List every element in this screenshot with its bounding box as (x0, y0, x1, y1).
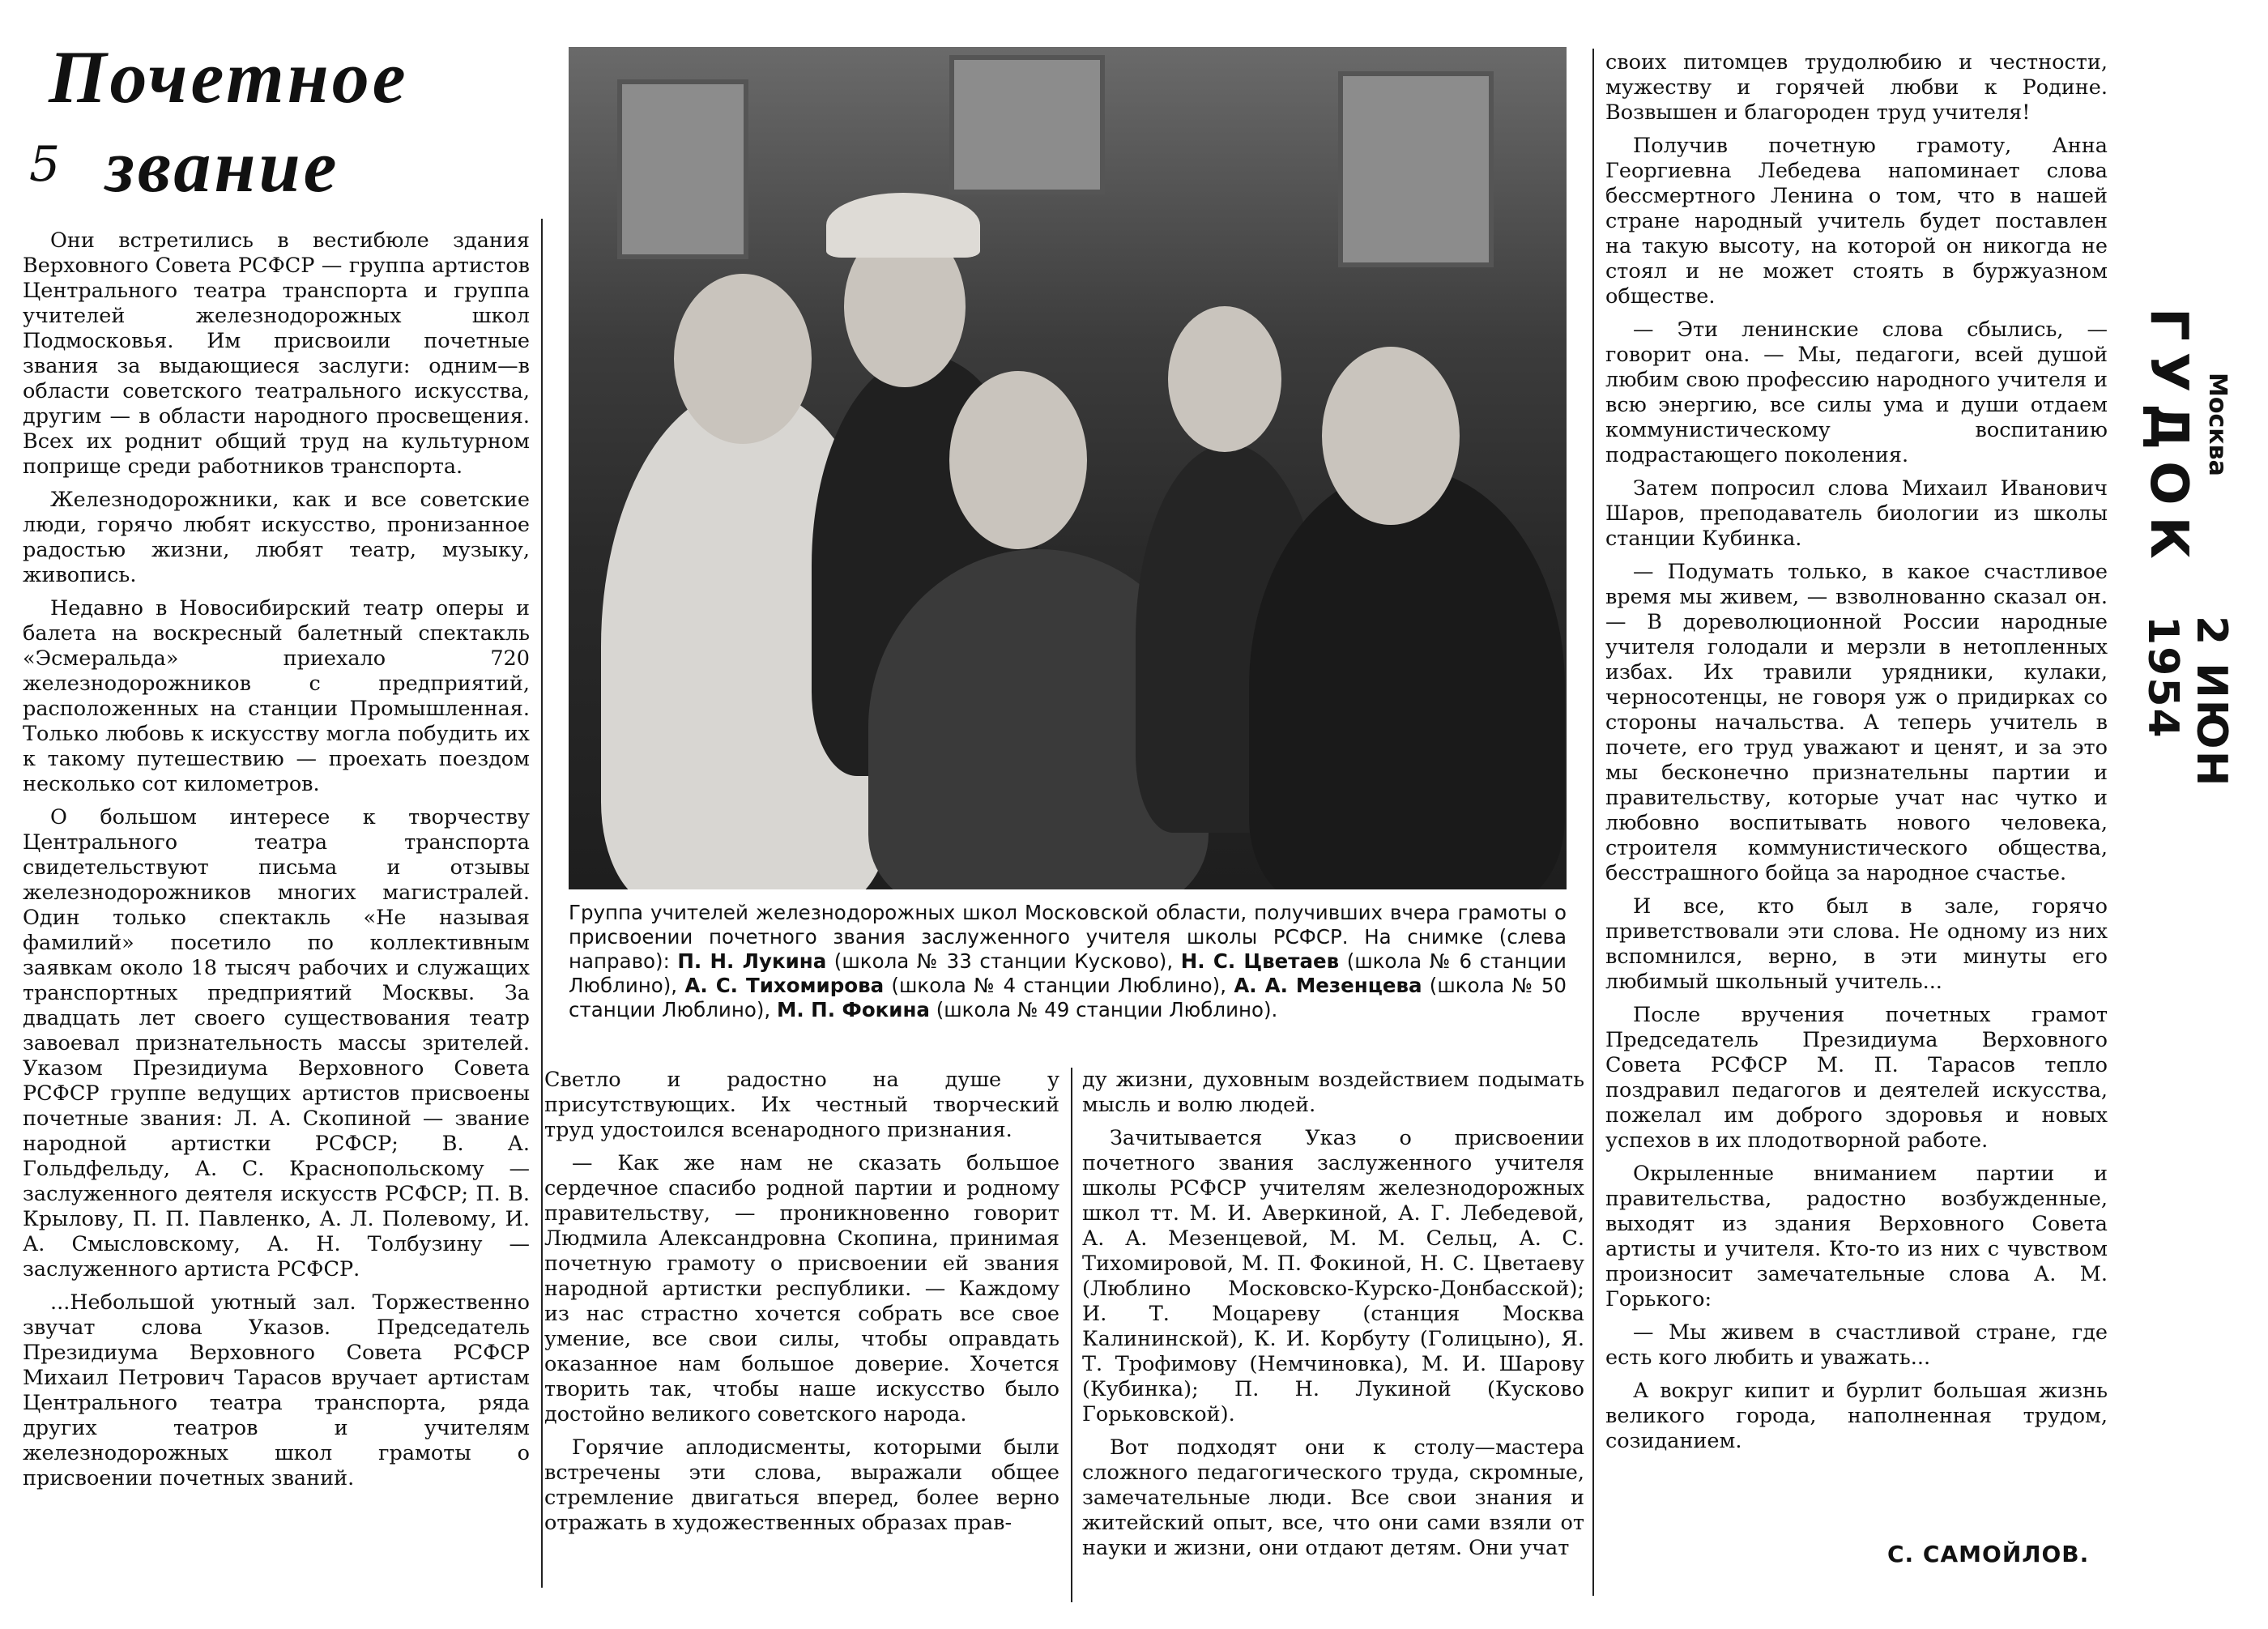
paragraph: Вот подходят они к столу—мастера сложного педагогического труда, скромные, замечательные люди. Все свои знания и житейский опыт, все, что они сами взяли от науки и жизни, они отдают детям. Они учат (1082, 1435, 1584, 1560)
paragraph: — Подумать только, в какое счастливое время мы живем, — взволнованно сказал он. — В дореволюционной России народные учителя голодали и мерзли в нетопленных избах. Их травили урядники, кулаки, черносотенцы, не говоря уж о придирках со стороны начальства. А теперь учитель в почете, его труд уважают и ценят, и за это мы бесконечно признательны партии и правительству, которые учат нас чутко и любовно воспитывать нового человека, строителя коммунистического общества, бесстрашного бойца за народное счастье. (1605, 560, 2108, 885)
column-rule (541, 219, 543, 1588)
paragraph: Окрыленные вниманием партии и правительства, радостно возбужденные, выходят из здания Верховного Совета артисты и учителя. Кто-то из них с чувством произносит замечательные слова А. М. Горького: (1605, 1162, 2108, 1311)
paragraph: После вручения почетных грамот Председатель Президиума Верховного Совета РСФСР М. П. Тарасов тепло поздравил педагогов и деятелей искусства, пожелал им доброго здоровья и новых успехов в их плодотворной работе. (1605, 1003, 2108, 1153)
paragraph: — Эти ленинские слова сбылись, — говорит она. — Мы, педагоги, всей душой любим свою профессию народного учителя и всю энергию, все силы ума и души отдаем коммунистическому воспитанию подрастающего поколения. (1605, 318, 2108, 467)
caption-name: А. С. Тихомирова (684, 974, 885, 997)
person-3-face (949, 371, 1087, 549)
paragraph: Затем попросил слова Михаил Иванович Шаров, преподаватель биологии из школы станции Кубинка. (1605, 476, 2108, 551)
paragraph: Недавно в Новосибирский театр оперы и балета на воскресный балетный спектакль «Эсмеральда» приехало 720 железнодорожников с предприятий, расположенных на станции Промышленная. Только любовь к искусству могла побудить их к такому путешествию — проехать поездом несколько сот километров. (23, 596, 530, 796)
margin-handwritten-mark: 5 (29, 136, 61, 193)
paragraph: Они встретились в вестибюле здания Верховного Совета РСФСР — группа артистов Центрального театра транспорта и группа учителей железнодорожных школ Подмосковья. Им присвоили почетные звания за выдающиеся заслуги: одним—в области советского театрального искусства, другим — в области народного просвещения. Всех их роднит общий труд на культурном поприще среди работников транспорта. (23, 228, 530, 479)
building-window (1338, 71, 1494, 267)
paragraph: своих питомцев трудолюбию и честности, мужеству и горячей любви к Родине. Возвышен и благороден труд учителя! (1605, 50, 2108, 125)
person-5-face (1322, 347, 1460, 525)
person-2-cap (826, 193, 980, 258)
caption-text: (школа № 50 станции Люблино), (569, 974, 1567, 1021)
caption-text: (школа № 33 станции Кусково), (826, 949, 1181, 973)
caption-text: (школа № 4 станции Люблино), (884, 974, 1234, 997)
paragraph: А вокруг кипит и бурлит большая жизнь великого города, наполненная трудом, созиданием. (1605, 1379, 2108, 1453)
caption-text: (школа № 49 станции Люблино). (929, 998, 1278, 1021)
article-column-4 (1605, 50, 2108, 1536)
article-column-2 (544, 1068, 1059, 1602)
paragraph: ...Небольшой уютный зал. Торжественно звучат слова Указов. Председатель Президиума Верховного Совета РСФСР Михаил Петрович Тарасов вручает артистам Центрального театра транспорта, ряда других театров и учителям железнодорожных школ грамоты о присвоении почетных званий. (23, 1290, 530, 1490)
caption-lead: Группа учителей железнодорожных школ Московской области, получивших вчера грамоты о присвоении почетного звания заслуженного учителя школы РСФСР. На снимке (слева направо): (569, 901, 1567, 973)
column-rule (1071, 1068, 1072, 1602)
caption-name: М. П. Фокина (776, 998, 930, 1021)
article-column-3 (1082, 1068, 1584, 1602)
paragraph: И все, кто был в зале, горячо приветствовали эти слова. Не одному из них вспомнился, верно, в эти минуты его любимый школьный учитель... (1605, 894, 2108, 994)
stamp-city: Москва (2203, 373, 2232, 476)
paragraph: Зачитывается Указ о присвоении почетного звания заслуженного учителя школы РСФСР учителям железнодорожных школ тт. М. И. Аверкиной, А. Г. Лебедевой, А. А. Мезенцевой, М. М. Сельц, А. С. Тихомировой, М. П. Фокиной, Н. С. Цветаеву (Люблино Московско-Курско-Донбасской); И. Т. Моцареву (станция Москва Калининской), К. И. Корбуту (Голицыно), Я. Т. Трофимову (Немчиновка), М. И. Шарову (Кубинка); П. Н. Лукиной (Кусково Горьковской). (1082, 1126, 1584, 1426)
photo-caption (569, 901, 1567, 1022)
caption-name: А. А. Мезенцева (1234, 974, 1422, 997)
building-window (949, 55, 1105, 194)
caption-text: (школа № 6 станции Люблино), (569, 949, 1567, 997)
caption-name: П. Н. Лукина (677, 949, 827, 973)
person-5 (1249, 468, 1565, 889)
paragraph: Горячие аплодисменты, которыми были встречены эти слова, выражали общее стремление двигаться вперед, более верно отражать в художественных образах прав- (544, 1435, 1059, 1535)
paragraph: ду жизни, духовным воздействием подымать мысль и волю людей. (1082, 1068, 1584, 1117)
paragraph: Получив почетную грамоту, Анна Георгиевна Лебедева напоминает слова бессмертного Ленина о том, что в нашей стране народный учитель будет поставлен на такую высоту, на которой он никогда не стоял и не может стоять в буржуазном обществе. (1605, 134, 2108, 309)
stamp-date: 2 ИЮН 1954 (2138, 616, 2236, 788)
paragraph: — Как же нам не сказать большое сердечное спасибо родной партии и родному правительству, — проникновенно говорит Людмила Александровна Скопина, принимая почетную грамоту о присвоении ей звания народной артистки республики. — Каждому из нас страстно хочется собрать все свое умение, все свои силы, чтобы оправдать оказанное нам большое доверие. Хочется творить так, чтобы наше искусство было достойно великого советского народа. (544, 1151, 1059, 1426)
caption-name: Н. С. Цветаев (1180, 949, 1340, 973)
person-4-face (1168, 306, 1281, 452)
building-window (617, 79, 748, 259)
archive-stamp (2138, 308, 2236, 891)
paragraph: Светло и радостно на душе у присутствующих. Их честный творческий труд удостоился всенародного признания. (544, 1068, 1059, 1142)
article-column-1 (23, 228, 530, 1589)
headline-line-2: звание (105, 125, 340, 207)
paragraph: — Мы живем в счастливой стране, где есть кого любить и уважать... (1605, 1320, 2108, 1370)
author-signature: С. САМОЙЛОВ. (1887, 1541, 2090, 1567)
headline-line-1: Почетное (49, 36, 409, 118)
person-1-face (674, 274, 812, 444)
paragraph: Железнодорожники, как и все советские люди, горячо любят искусство, пронизанное радостью жизни, любят театр, музыку, живопись. (23, 488, 530, 587)
column-rule (1592, 49, 1594, 1596)
paragraph: О большом интересе к творчеству Центрального театра транспорта свидетельствуют письма и отзывы железнодорожников многих магистралей. Один только спектакль «Не называя фамилий» посетило по коллективным заявкам около 18 тысяч рабочих и служащих транспортных предприятий Москвы. За двадцать лет своего существования театр завоевал признательность массы зрителей. Указом Президиума Верховного Совета РСФСР группе ведущих артистов присвоены почетные звания: Л. А. Скопиной — звание народной артистки РСФСР; В. А. Гольдфельду, А. С. Краснопольскому — заслуженного деятеля искусств РСФСР; П. В. Крылову, П. П. Павленко, А. Л. Полевому, И. А. Смысловскому, А. Н. Толбузину — заслуженного артиста РСФСР. (23, 805, 530, 1281)
stamp-paper-name: ГУДОК (2138, 308, 2198, 570)
headline (49, 32, 535, 211)
group-photo (569, 47, 1567, 889)
